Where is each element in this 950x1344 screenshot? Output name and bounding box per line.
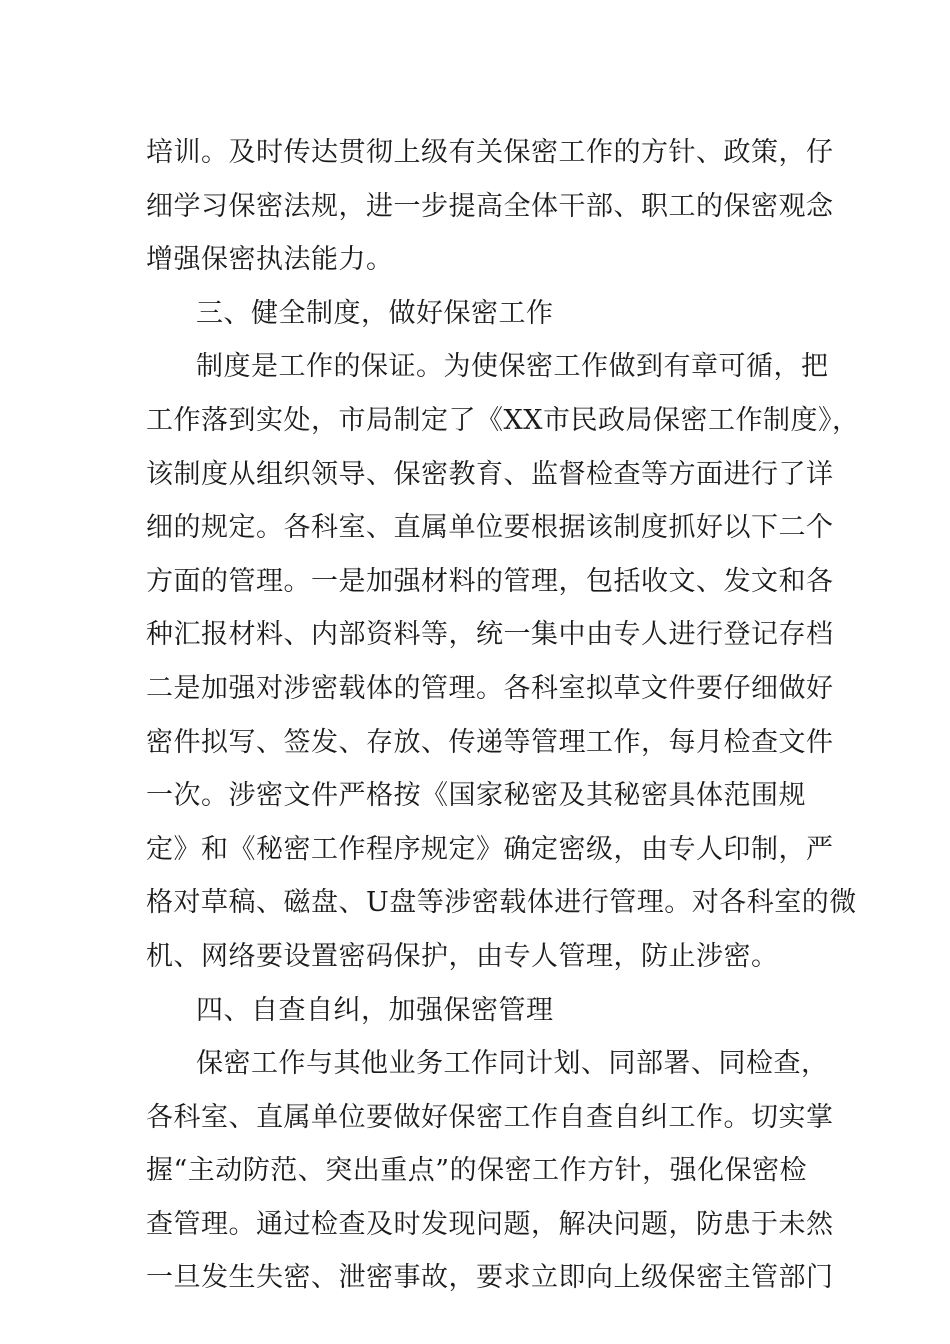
text-line: 一次。涉密文件严格按《国家秘密及其秘密具体范围规 <box>146 780 806 812</box>
document-body <box>146 126 860 1305</box>
text-line: 机、网络要设置密码保护，由专人管理，防止涉密。 <box>146 940 779 972</box>
text-line: 细学习保密法规，进一步提高全体干部、职工的保密观念 <box>146 190 834 222</box>
text-line: 密件拟写、签发、存放、传递等管理工作，每月检查文件 <box>146 726 834 758</box>
text-line: 一旦发生失密、泄密事故，要求立即向上级保密主管部门 <box>146 1262 834 1294</box>
text-line: 细的规定。各科室、直属单位要根据该制度抓好以下二个 <box>146 512 834 544</box>
text-line: 工作落到实处，市局制定了《XX市民政局保密工作制度》， <box>146 404 860 436</box>
text-line: 各科室、直属单位要做好保密工作自查自纠工作。切实掌 <box>146 1101 834 1133</box>
text-line: 种汇报材料、内部资料等，统一集中由专人进行登记存档 <box>146 619 834 651</box>
text-line: 握“主动防范、突出重点”的保密工作方针，强化保密检 <box>146 1155 808 1187</box>
text-line: 增强保密执法能力。 <box>146 244 394 276</box>
text-line: 培训。及时传达贯彻上级有关保密工作的方针、政策，仔 <box>146 137 834 168</box>
text-line: 方面的管理。一是加强材料的管理，包括收文、发文和各 <box>146 565 834 597</box>
text-line: 格对草稿、磁盘、U盘等涉密载体进行管理。对各科室的微 <box>146 887 857 919</box>
text-line: 查管理。通过检查及时发现问题，解决问题，防患于未然 <box>146 1208 834 1240</box>
text-line: 二是加强对涉密载体的管理。各科室拟草文件要仔细做好 <box>146 672 834 704</box>
section-heading: 四、自查自纠，加强保密管理 <box>196 994 554 1026</box>
section-heading: 三、健全制度，做好保密工作 <box>196 297 554 329</box>
paragraph-start-line: 保密工作与其他业务工作同计划、同部署、同检查， <box>196 1048 829 1080</box>
text-line: 该制度从组织领导、保密教育、监督检查等方面进行了详 <box>146 458 834 490</box>
text-line: 定》和《秘密工作程序规定》确定密级，由专人印制，严 <box>146 833 834 865</box>
paragraph-start-line: 制度是工作的保证。为使保密工作做到有章可循，把 <box>196 351 829 383</box>
